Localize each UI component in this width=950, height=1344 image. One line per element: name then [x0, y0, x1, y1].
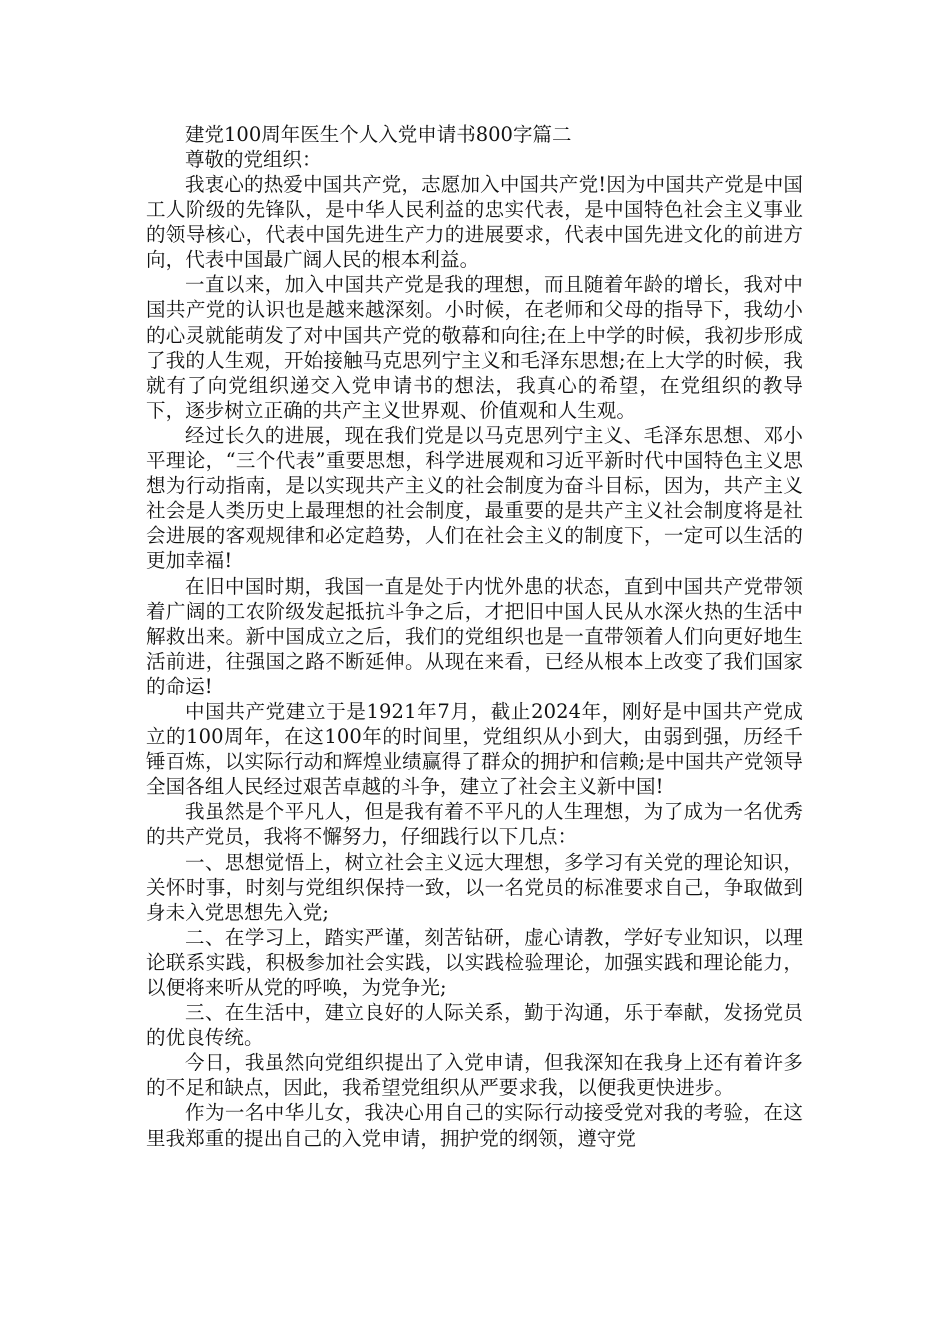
paragraph-4: 在旧中国时期，我国一直是处于内忧外患的状态，直到中国共产党带领着广阔的工农阶级发起抵抗斗争之后，才把旧中国人民从水深火热的生活中解救出来。新中国成立之后，我们的党组织也是一直带领着人们向更好地生活前进，往强国之路不断延伸。从现在来看，已经从根本上改变了我们国家的命运! [146, 574, 803, 698]
paragraph-7: 一、思想觉悟上，树立社会主义远大理想，多学习有关党的理论知识，关怀时事，时刻与党组织保持一致，以一名党员的标准要求自己，争取做到身未入党思想先入党; [146, 850, 803, 924]
paragraph-5: 中国共产党建立于是1921年7月，截止2024年，刚好是中国共产党成立的100周年，在这100年的时间里，党组织从小到大，由弱到强，历经千锤百炼，以实际行动和辉煌业绩赢得了群众的拥护和信赖;是中国共产党领导全国各组人民经过艰苦卓越的斗争，建立了社会主义新中国! [146, 699, 803, 799]
paragraph-2: 一直以来，加入中国共产党是我的理想，而且随着年龄的增长，我对中国共产党的认识也是越来越深刻。小时候，在老师和父母的指导下，我幼小的心灵就能萌发了对中国共产党的敬幕和向往;在上中学的时候，我初步形成了我的人生观，开始接触马克思列宁主义和毛泽东思想;在上大学的时候，我就有了向党组织递交入党申请书的想法，我真心的希望，在党组织的教导下，逐步树立正确的共产主义世界观、价值观和人生观。 [146, 273, 803, 422]
salutation: 尊敬的党组织： [185, 148, 322, 171]
paragraph-10: 今日，我虽然向党组织提出了入党申请，但我深知在我身上还有着许多的不足和缺点，因此，我希望党组织从严要求我，以便我更快进步。 [146, 1051, 803, 1100]
paragraph-3: 经过长久的进展，现在我们党是以马克思列宁主义、毛泽东思想、邓小平理论，“三个代表”重要思想，科学进展观和习近平新时代中国特色主义思想为行动指南，是以实现共产主义的社会制度为奋斗目标，因为，共产主义社会是人类历史上最理想的社会制度，最重要的是共产主义社会制度将是社会进展的客观规律和必定趋势，人们在社会主义的制度下，一定可以生活的更加幸福! [146, 423, 803, 573]
document-page [146, 122, 803, 1151]
paragraph-8: 二、在学习上，踏实严谨，刻苦钻研，虚心请教，学好专业知识，以理论联系实践，积极参加社会实践，以实践检验理论，加强实践和理论能力，以便将来听从党的呼唤，为党争光; [146, 925, 803, 999]
paragraph-11: 作为一名中华儿女，我决心用自己的实际行动接受党对我的考验，在这里我郑重的提出自己的入党申请，拥护党的纲领，遵守党 [146, 1101, 803, 1150]
document-title: 建党100周年医生个人入党申请书800字篇二 [185, 123, 572, 146]
paragraph-1: 我衷心的热爱中国共产党，志愿加入中国共产党!因为中国共产党是中国工人阶级的先锋队，是中华人民利益的忠实代表，是中国特色社会主义事业的领导核心，代表中国先进生产力的进展要求，代表中国先进文化的前进方向，代表中国最广阔人民的根本利益。 [146, 173, 803, 272]
paragraph-6: 我虽然是个平凡人，但是我有着不平凡的人生理想，为了成为一名优秀的共产党员，我将不懈努力，仔细践行以下几点： [146, 800, 803, 849]
paragraph-9: 三、在生活中，建立良好的人际关系，勤于沟通，乐于奉献，发扬党员的优良传统。 [146, 1001, 803, 1050]
